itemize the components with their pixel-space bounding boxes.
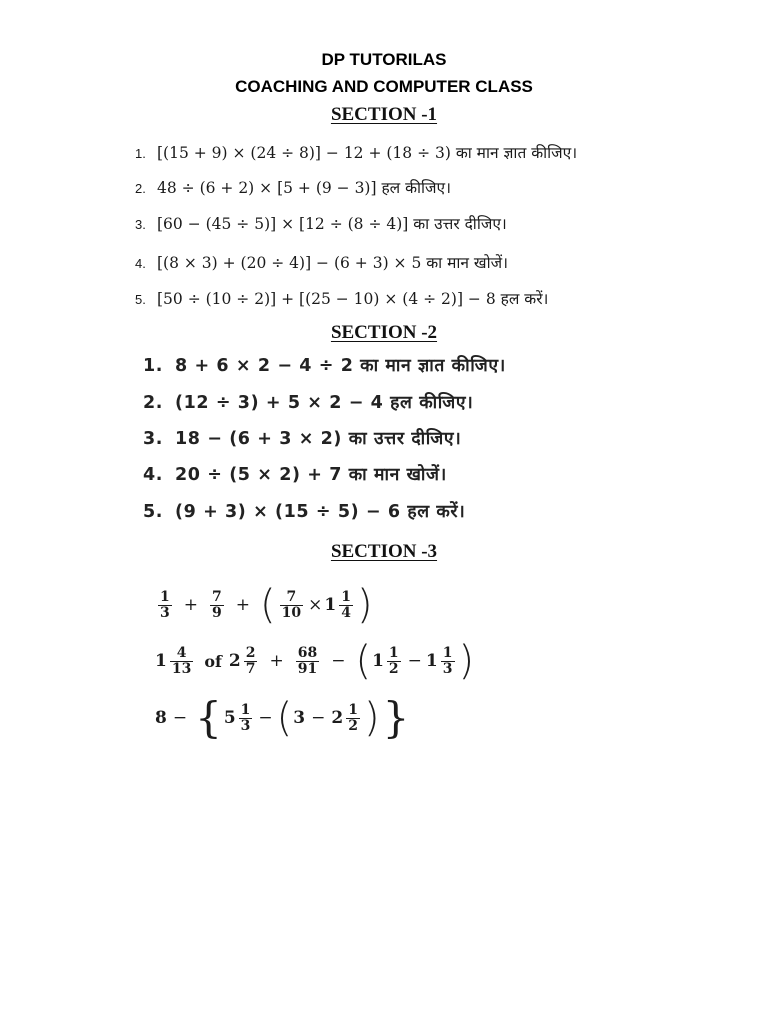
mixed-number: 1 $\frac{4}{13}$ — [155, 644, 192, 677]
right-paren: ) — [356, 582, 373, 628]
section-1-question: 3. [60 − (45 ÷ 5)] × [12 ÷ (8 ÷ 4)] का उत्तर दीजिए। — [135, 215, 507, 233]
operator: − — [331, 651, 346, 671]
section-2-question: 1. 8 + 6 × 2 − 4 ÷ 2 का मान ज्ञात कीजिए। — [143, 356, 506, 376]
mixed-number: 2 $\frac{1}{2}$ — [331, 701, 358, 734]
operator: × — [308, 595, 323, 615]
mixed-number: 1 $\frac{1}{2}$ — [372, 644, 399, 677]
operator: − — [311, 708, 326, 728]
whole-number: 8 — [155, 708, 167, 728]
fraction-expression-3 — [155, 693, 411, 743]
of-word: of — [204, 651, 222, 671]
section-2-question: 4. 20 ÷ (5 × 2) + 7 का मान खोजें। — [143, 465, 447, 485]
fraction: $\frac{7}{9}$ — [212, 588, 222, 621]
mixed-number: 5 $\frac{1}{3}$ — [223, 701, 251, 734]
section-1-question: 1. [(15 + 9) × (24 ÷ 8)] − 12 + (18 ÷ 3) का मान ज्ञात कीजिए। — [135, 144, 578, 162]
mixed-number: 1 $\frac{1}{3}$ — [425, 644, 453, 677]
operator: + — [183, 595, 198, 615]
fraction: $\frac{1}{3}$ — [160, 588, 170, 621]
operator: − — [172, 708, 188, 728]
left-brace: { — [195, 693, 222, 742]
fraction-expression-2 — [155, 636, 475, 686]
section-1-question: 4. [(8 × 3) + (20 ÷ 4)] − (6 + 3) × 5 का मान खोजें। — [135, 254, 508, 272]
section-2-question: 2. (12 ÷ 3) + 5 × 2 − 4 हल कीजिए। — [143, 393, 474, 413]
section-3-title: SECTION -3 — [330, 541, 438, 562]
right-paren: ) — [458, 638, 475, 684]
mixed-number: 2 $\frac{2}{7}$ — [228, 644, 256, 677]
operator: − — [407, 651, 422, 671]
page-subtitle: COACHING AND COMPUTER CLASS — [235, 77, 533, 96]
fraction: $\frac{68}{91}$ — [297, 644, 318, 677]
section-2-question: 3. 18 − (6 + 3 × 2) का उत्तर दीजिए। — [143, 429, 462, 449]
section-1-question: 5. [50 ÷ (10 ÷ 2)] + [(25 − 10) × (4 ÷ 2)] − 8 हल करें। — [135, 290, 549, 308]
whole-number: 3 — [293, 708, 306, 728]
mixed-number: 1 $\frac{1}{4}$ — [324, 588, 351, 621]
page-title: DP TUTORILAS — [321, 50, 447, 69]
fraction-expression-1 — [155, 580, 374, 630]
left-paren: ( — [355, 638, 372, 684]
section-2-question: 5. (9 + 3) × (15 ÷ 5) − 6 हल करें। — [143, 502, 466, 522]
operator: + — [235, 595, 250, 615]
left-paren: ( — [260, 582, 276, 628]
operator: + — [269, 651, 284, 671]
left-paren: ( — [276, 695, 293, 741]
operator: − — [258, 708, 273, 728]
section-1-title: SECTION -1 — [330, 104, 438, 125]
section-2-title: SECTION -2 — [330, 322, 438, 343]
fraction: $\frac{7}{10}$ — [281, 588, 302, 621]
right-brace: } — [382, 693, 410, 742]
section-1-question: 2. 48 ÷ (6 + 2) × [5 + (9 − 3)] हल कीजिए। — [135, 179, 451, 197]
right-paren: ) — [363, 695, 380, 741]
